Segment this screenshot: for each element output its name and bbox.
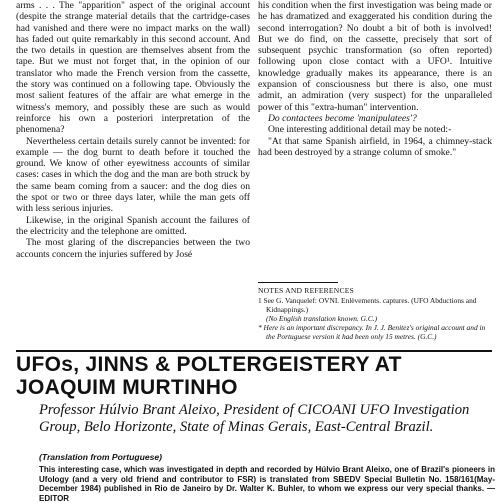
right-quote: "At that same Spanish airfield, in 1964, a chimney-stack had been destroyed by a strange column of smoke." <box>258 135 492 158</box>
note-asterisk: * Here is an important discrepancy. In J. J. Benitez's original account and in the Portuguese version it had been only 15 metres. (G.C.) <box>258 323 486 341</box>
note-1-text: 1 See G. Vanquelef: OVNI. Enlèvements. captures. (UFO Abductions and Kidnappings.) <box>258 296 477 314</box>
notes-heading: NOTES AND REFERENCES <box>258 286 354 295</box>
article-byline: Professor Húlvio Brant Aleixo, President of CICOANI UFO Investigation Group, Belo Horizonte, State of Minas Gerais, East-Central Brazil. <box>39 402 470 435</box>
article-headline: UFOs, JINNS & POLTERGEISTERY AT JOAQUIM MURTINHO <box>16 353 402 399</box>
note-reference-1 <box>258 296 492 323</box>
section-subhead: Do contactees become 'manipulatees'? <box>268 112 417 124</box>
left-text-column <box>16 0 250 260</box>
right-text-column <box>258 0 492 158</box>
left-paragraph: arms . . . The "apparition" aspect of the original account (despite the strange material details that the cartridge-cases had vanished and there were no impact marks on the wall) has faded out quite remarkably in this second account. And the two details in question are themselves absent from the tape. But we must not forget that, in the opinion of our translator who made the French version from the cassette, the story was continued on a following tape. Obviously the most salient features of the affair are what emerge in the witness's memory, and possibly these are such as would reinforce his own a posteriori interpretation of the phenomena? <box>16 0 250 136</box>
left-paragraph: Nevertheless certain details surely cannot be invented: for example — the dog burnt to death before it touched the ground. We know of other eyewitness accounts of similar cases: cases in which the dog and the man are both struck by the same beam coming from a saucer: and the dog dies on the spot or two or three days later, while the man gets off with less serious injuries. <box>16 135 250 215</box>
right-paragraph: his condition when the first investigation was being made or he has dramatized and exaggerated his condition during the second interrogation? No doubt a bit of both is involved! But we do find, on the cassette, precisely that sort of subsequent psychic transformation (so often reported) following upon close contact with a UFO¹. Intuitive knowledge gradually makes its appearance, there is an expansion of consciousness but there is also, one must admit, an admiration (very suspect) for the unparalleled power of this "extra-human" intervention. <box>258 0 492 113</box>
notes-divider <box>258 282 338 283</box>
left-paragraph: The most glaring of the discrepancies between the two accounts concern the injuries suffered by José <box>16 237 250 260</box>
notes-list <box>258 296 492 341</box>
right-paragraph: One interesting additional detail may be noted:- <box>268 124 452 136</box>
translation-note: (Translation from Portuguese) <box>39 452 163 462</box>
article-divider <box>16 350 492 352</box>
note-1-sub: (No English translation known. G.C.) <box>266 314 378 323</box>
article-intro: This interesting case, which was investigated in depth and recorded by Húlvio Brant Aleixo, one of Brazil's pioneers in Ufology (and a very old friend and contributor to FSR) is translated from SBEDV Special Bulletin No. 158/161(May-December 1984) published in Rio de Janeiro by Dr. Walter K. Buhler, to whom we express our very special thanks. — EDITOR <box>39 465 495 503</box>
left-paragraph: Likewise, in the original Spanish account the failures of the electricity and the telephone are omitted. <box>16 214 250 237</box>
